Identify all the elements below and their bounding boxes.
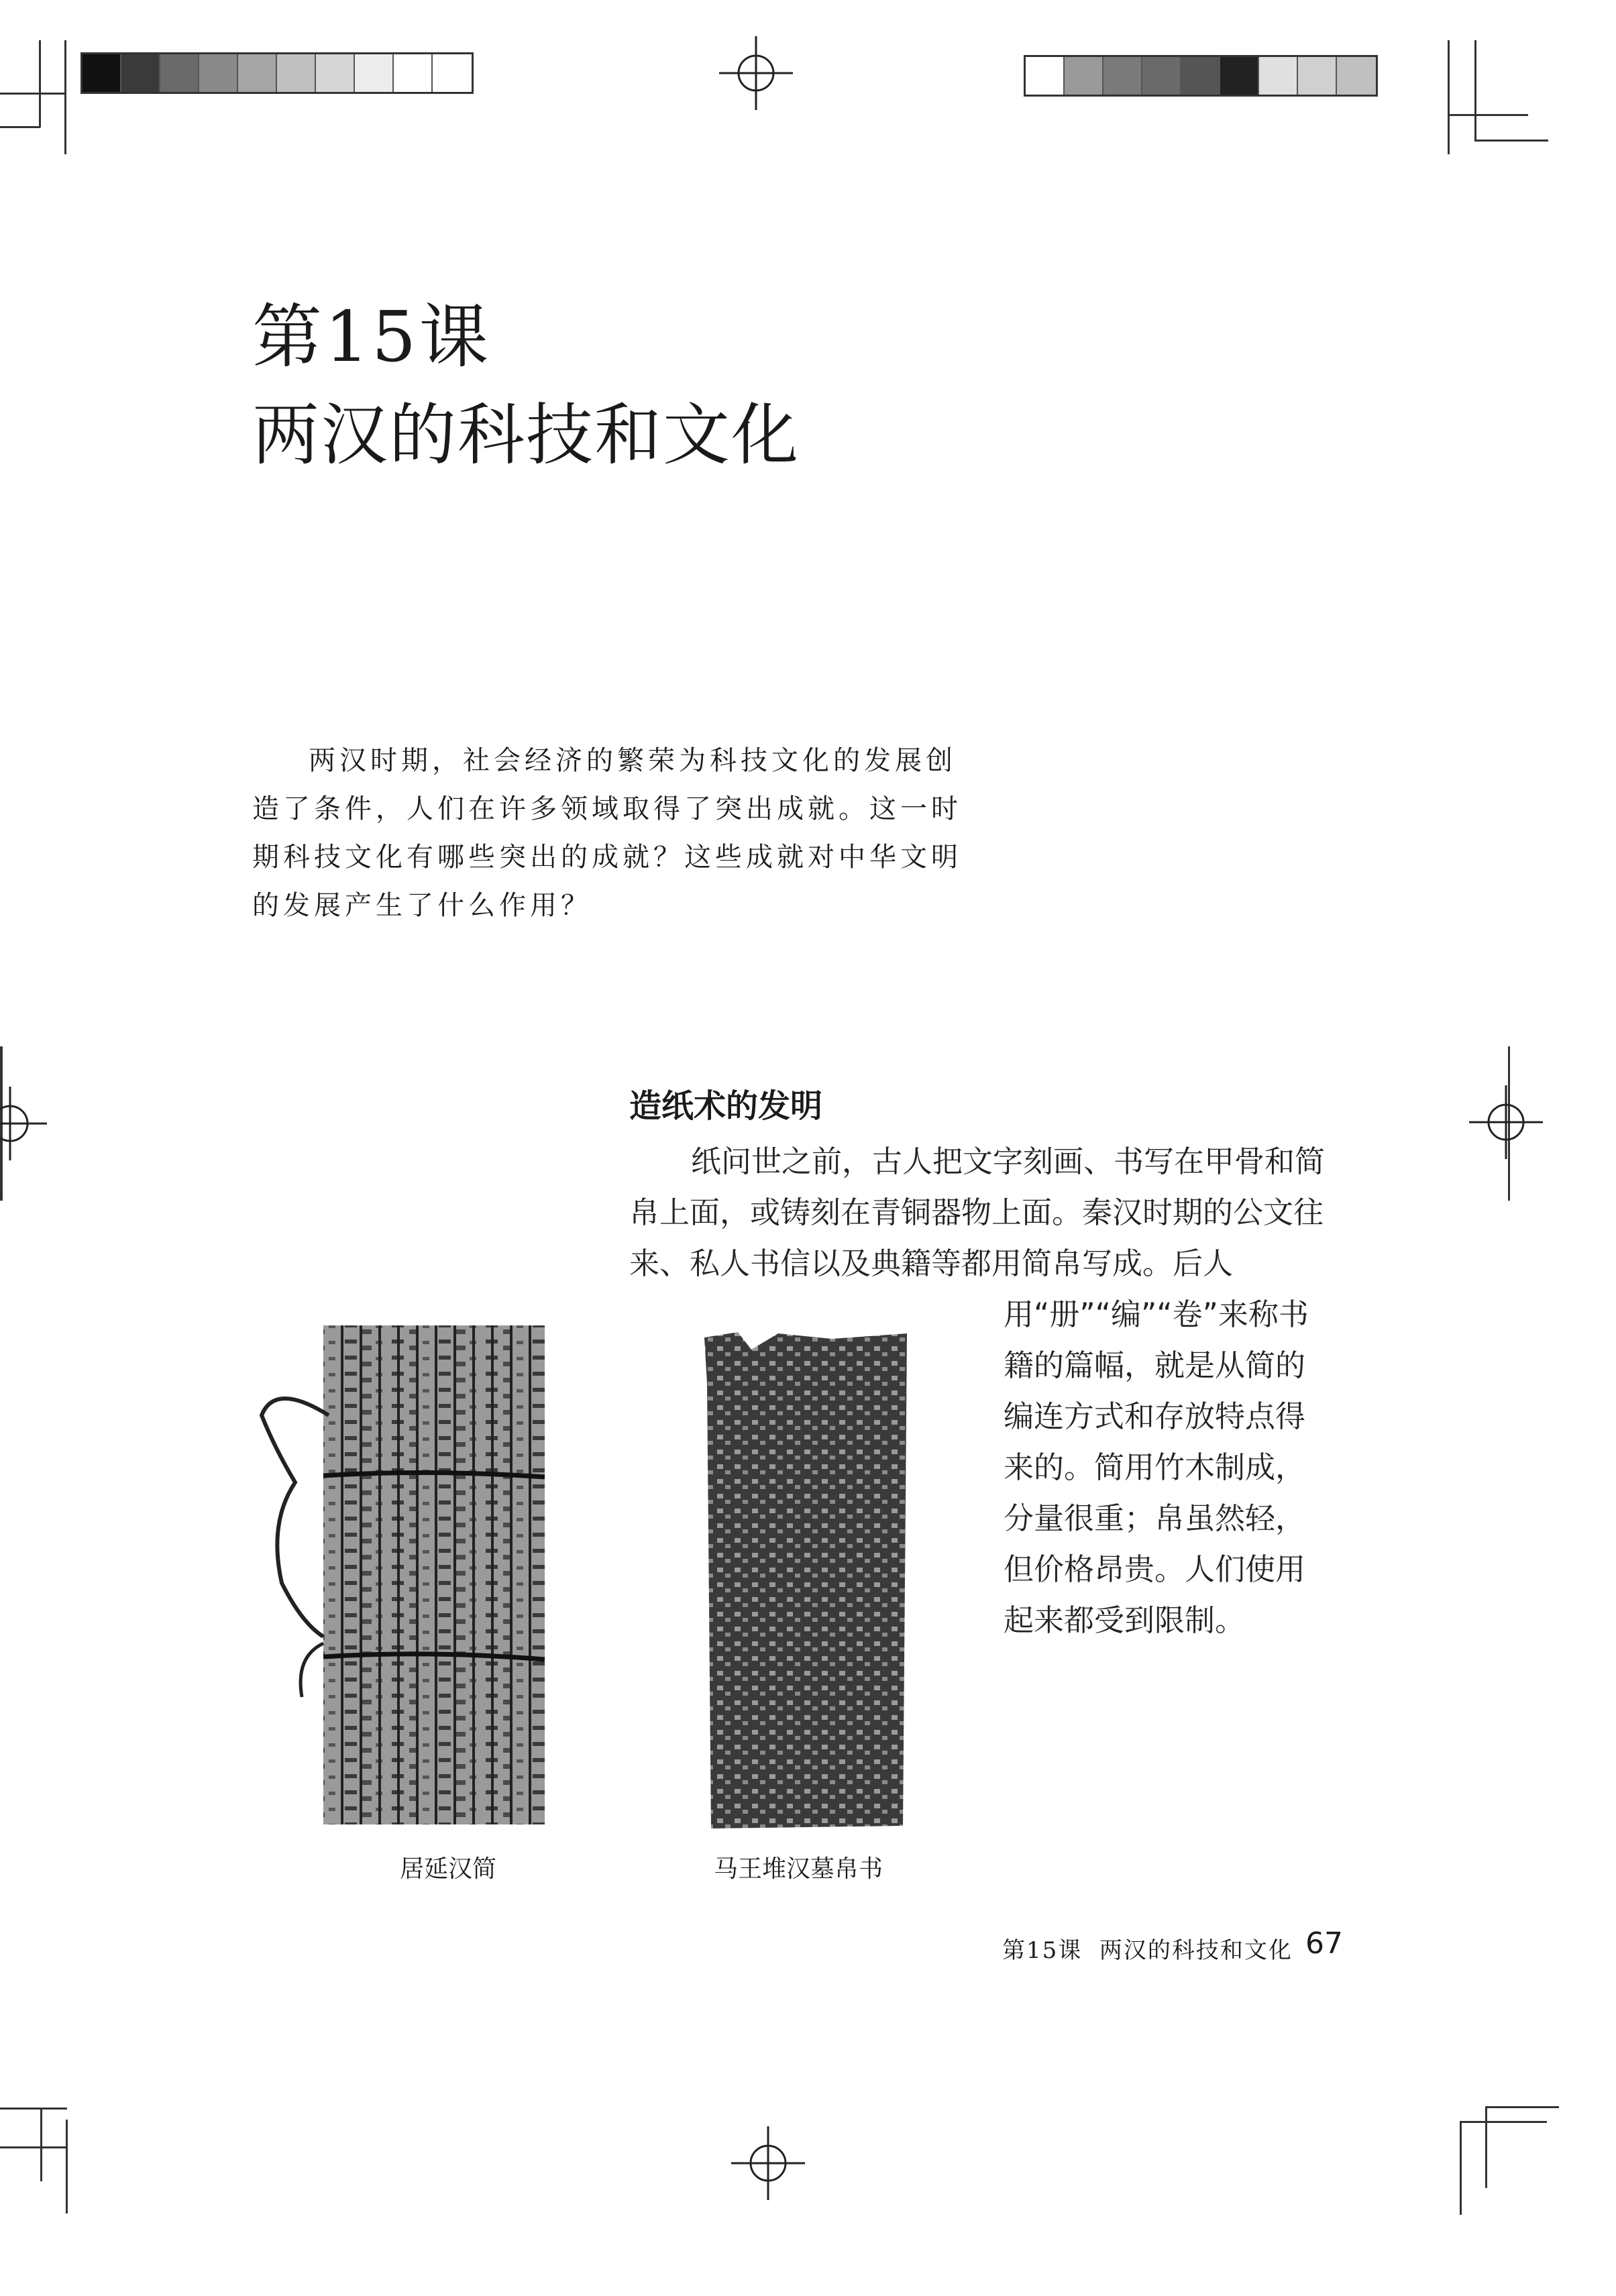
crop-mark-line: [1460, 2121, 1462, 2215]
figure-caption: 马王堆汉墓帛书: [714, 1855, 883, 1883]
figure-caption: 居延汉简: [400, 1855, 497, 1883]
crop-mark-line: [1474, 140, 1548, 142]
crop-mark-line: [1485, 2108, 1487, 2188]
running-title: 第15课 两汉的科技和文化: [1002, 1937, 1293, 1964]
crop-mark-line: [0, 2108, 67, 2110]
page-number: 67: [1305, 1926, 1343, 1961]
crop-mark-line: [64, 40, 66, 154]
lesson-number: 第15课: [252, 296, 492, 378]
crop-mark-line: [1460, 2121, 1547, 2123]
color-calibration-bar-left: [80, 52, 474, 94]
registration-mark-icon: [731, 2126, 805, 2200]
crop-mark-line: [0, 93, 66, 95]
crop-mark-line: [1485, 2106, 1559, 2108]
color-calibration-bar-right: [1024, 55, 1378, 97]
section-heading: 造纸术的发明: [629, 1087, 823, 1125]
crop-mark-line: [1448, 114, 1528, 116]
intro-paragraph: 两汉时期，社会经济的繁荣为科技文化的发展创造了条件，人们在许多领域取得了突出成就。这一时期科技文化有哪些突出的成就？这些成就对中华文明的发展产生了什么作用？: [252, 745, 962, 921]
crop-mark-line: [1448, 40, 1450, 154]
crop-mark-line: [39, 40, 41, 127]
crop-mark-line: [0, 126, 40, 128]
registration-mark-icon: [0, 1087, 47, 1160]
registration-mark-icon: [719, 36, 793, 110]
mawangdui-silk-manuscript-image: [698, 1329, 912, 1831]
crop-mark-line: [66, 2120, 68, 2213]
crop-mark-line: [40, 2108, 42, 2181]
crop-mark-line: [0, 2146, 67, 2148]
section-paragraph-continued: 用“册”“编”“卷”来称书籍的篇幅，就是从简的编连方式和存放特点得来的。简用竹木制成，分量很重；帛虽然轻，但价格昂贵。人们使用起来都受到限制。: [1004, 1297, 1309, 1638]
crop-mark-line: [1474, 40, 1476, 141]
lesson-title: 两汉的科技和文化: [252, 396, 800, 474]
registration-mark-icon: [1469, 1085, 1543, 1159]
section-paragraph: 纸问世之前，古人把文字刻画、书写在甲骨和简帛上面，或铸刻在青铜器物上面。秦汉时期的公文往来、私人书信以及典籍等都用简帛写成。后人: [629, 1144, 1326, 1281]
juyan-bamboo-slips-image: [248, 1321, 577, 1831]
